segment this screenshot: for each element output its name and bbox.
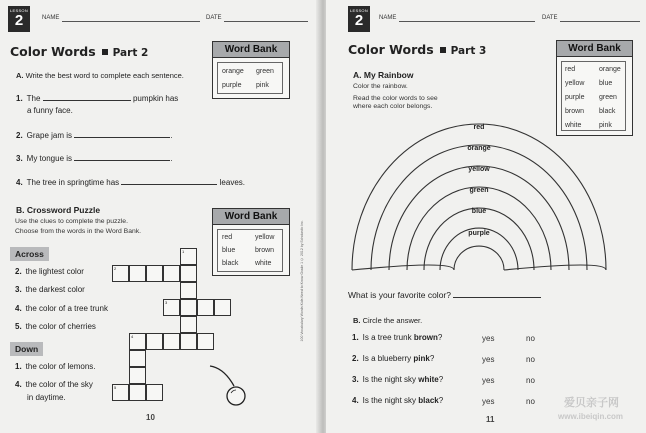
word-bank-word: brown	[255, 247, 275, 254]
down-clue-cont: in daytime.	[27, 393, 66, 402]
word-bank-word: green	[599, 94, 617, 101]
clue-text: the darkest color	[25, 285, 85, 294]
crossword-cell[interactable]	[129, 265, 146, 282]
answer-blank[interactable]	[74, 130, 173, 140]
no-option[interactable]: no	[526, 397, 535, 406]
word-bank-word: blue	[599, 80, 613, 87]
cherry-icon	[204, 360, 254, 410]
rainbow-label: blue	[471, 208, 487, 215]
section-a-line3: where each color belongs.	[353, 103, 433, 110]
section-a-heading	[353, 70, 413, 80]
word-bank-word: blue	[222, 247, 236, 254]
no-option[interactable]: no	[526, 355, 535, 364]
across-clue	[15, 322, 96, 331]
lesson-badge	[348, 6, 370, 32]
cell-number: 2	[114, 266, 117, 271]
question-mark: ?	[429, 354, 435, 363]
word-bank-word: orange	[599, 66, 621, 73]
crossword-cell[interactable]	[129, 367, 146, 384]
crossword-cell[interactable]	[180, 248, 197, 265]
title-text: Color Words	[10, 44, 96, 59]
item-number: 2.	[352, 354, 359, 363]
question-text: Is a tree trunk	[362, 333, 412, 342]
yes-option[interactable]: yes	[482, 397, 495, 406]
color-word: pink	[413, 354, 430, 363]
color-word: brown	[413, 333, 438, 342]
item-number: 1.	[352, 333, 359, 342]
name-field[interactable]	[399, 21, 535, 22]
section-title: My Rainbow	[363, 70, 414, 80]
section-b-heading	[16, 205, 100, 215]
name-label: NAME	[379, 15, 397, 21]
sentence-1	[16, 93, 178, 103]
word-bank-word: brown	[565, 108, 585, 115]
sentence-text: The	[26, 94, 41, 103]
section-text: Circle the answer.	[362, 316, 423, 325]
question-2	[352, 354, 434, 363]
crossword-cell[interactable]	[180, 299, 197, 316]
rainbow-base	[352, 265, 454, 270]
word-bank-word: purple	[565, 94, 585, 101]
down-label: Down	[10, 342, 43, 356]
yes-option[interactable]: yes	[482, 355, 495, 364]
item-number: 1.	[16, 94, 23, 103]
word-bank-inner	[217, 62, 283, 94]
item-number: 4.	[15, 380, 22, 389]
page-number: 10	[146, 413, 155, 422]
section-a-line2: Read the color words to see	[353, 95, 438, 102]
word-bank-word: orange	[222, 68, 244, 75]
crossword-cell[interactable]	[129, 350, 146, 367]
crossword-cell[interactable]	[129, 333, 146, 350]
question-text: What is your favorite color?	[348, 290, 451, 300]
square-bullet-icon	[440, 47, 446, 53]
section-title: Crossword Puzzle	[26, 205, 101, 215]
crossword-cell[interactable]	[163, 333, 180, 350]
question-4	[352, 396, 443, 405]
crossword-cell[interactable]	[214, 299, 231, 316]
crossword-cell[interactable]	[197, 333, 214, 350]
item-number: 4.	[16, 178, 23, 187]
sentence-1-cont: a funny face.	[27, 106, 73, 115]
rainbow-arc	[389, 166, 569, 270]
color-word: white	[418, 375, 439, 384]
question-mark: ?	[437, 333, 443, 342]
sentence-text: .	[170, 154, 173, 163]
question-text: Is the night sky	[362, 396, 417, 405]
date-label: DATE	[206, 15, 222, 21]
crossword-cell[interactable]	[146, 333, 163, 350]
clue-text: the color of the sky	[25, 380, 93, 389]
square-bullet-icon	[102, 49, 108, 55]
item-number: 3.	[15, 285, 22, 294]
date-field[interactable]	[224, 21, 308, 22]
word-bank-word: green	[256, 68, 274, 75]
lesson-number: 2	[354, 12, 364, 29]
section-letter: B.	[16, 205, 25, 215]
color-word: black	[418, 396, 439, 405]
word-bank-word: red	[565, 66, 576, 73]
rainbow-label: purple	[468, 230, 490, 237]
favorite-color-question	[348, 290, 541, 300]
section-letter: A.	[353, 70, 362, 80]
sentence-text: .	[170, 131, 173, 140]
clue-text: the color of a tree trunk	[25, 304, 108, 313]
sentence-2	[16, 130, 173, 140]
word-bank-word: black	[599, 108, 616, 115]
rainbow-arc	[454, 246, 504, 270]
word-bank-word: yellow	[565, 80, 585, 87]
cell-number: 1	[182, 249, 185, 254]
page-title	[10, 44, 148, 59]
rainbow-base	[504, 265, 606, 270]
across-label: Across	[10, 247, 49, 261]
answer-blank[interactable]	[121, 177, 217, 185]
crossword-cell[interactable]	[180, 316, 197, 333]
watermark: 爱贝亲子网	[564, 397, 619, 409]
title-text: Color Words	[348, 42, 434, 57]
page-number: 11	[486, 415, 495, 424]
crossword-cell[interactable]	[146, 384, 163, 401]
section-a-instruction	[16, 71, 184, 80]
sentence-text: Grape jam is	[26, 131, 73, 140]
answer-blank[interactable]	[453, 290, 541, 298]
down-clue	[15, 362, 95, 371]
crossword-cell[interactable]	[180, 333, 197, 350]
crossword-cell[interactable]	[180, 282, 197, 299]
question-3	[352, 375, 443, 384]
crossword-cell[interactable]	[112, 265, 129, 282]
name-field[interactable]	[62, 21, 200, 22]
crossword-cell[interactable]	[163, 299, 180, 316]
no-option[interactable]: no	[526, 334, 535, 343]
copyright-note: 100 Vocabulary Words Kids Need to Know Grade 1 © 2012 by Scholastic Inc.	[300, 220, 304, 342]
section-b-line1: Use the clues to complete the puzzle.	[15, 218, 128, 225]
word-bank-title: Word Bank	[213, 209, 289, 225]
item-number: 4.	[15, 304, 22, 313]
lesson-word: LESSON	[9, 8, 29, 13]
answer-blank[interactable]	[43, 93, 131, 101]
crossword-cell[interactable]	[112, 384, 129, 401]
word-bank-title: Word Bank	[557, 41, 632, 57]
clue-text: the lightest color	[25, 267, 84, 276]
yes-option[interactable]: yes	[482, 376, 495, 385]
question-mark: ?	[438, 375, 444, 384]
word-bank-word: yellow	[255, 234, 275, 241]
item-number: 2.	[16, 131, 23, 140]
word-bank-word: pink	[256, 82, 269, 89]
across-clue	[15, 267, 84, 276]
item-number: 3.	[352, 375, 359, 384]
cell-number: 3	[165, 300, 168, 305]
date-label: DATE	[542, 15, 558, 21]
item-number: 3.	[16, 154, 23, 163]
right-page	[326, 0, 646, 433]
across-clue	[15, 285, 85, 294]
date-field[interactable]	[560, 21, 640, 22]
part-label: Part 3	[450, 45, 487, 57]
cell-number: 5	[114, 385, 117, 390]
item-number: 4.	[352, 396, 359, 405]
item-number: 2.	[15, 267, 22, 276]
section-b-instruction	[353, 316, 422, 325]
down-clue	[15, 380, 93, 389]
rainbow-label: green	[469, 187, 489, 194]
rainbow-label: yellow	[468, 166, 490, 173]
sentence-text: My tongue is	[26, 154, 73, 163]
word-bank-word: white	[565, 122, 582, 129]
word-bank-word: pink	[599, 122, 612, 129]
section-a-line1: Color the rainbow.	[353, 83, 408, 90]
clue-text: the color of lemons.	[25, 362, 96, 371]
sentence-text: pumpkin has	[132, 94, 179, 103]
section-letter: B.	[353, 316, 361, 325]
item-number: 5.	[15, 322, 22, 331]
rainbow-label: orange	[467, 145, 491, 152]
question-text: Is the night sky	[362, 375, 417, 384]
part-label: Part 2	[112, 47, 149, 59]
word-bank-1	[212, 41, 290, 99]
section-text: Write the best word to complete each sentence.	[25, 71, 184, 80]
word-bank-word: black	[222, 260, 239, 267]
question-mark: ?	[438, 396, 444, 405]
crossword-cell[interactable]	[180, 265, 197, 282]
crossword-cell[interactable]	[146, 265, 163, 282]
word-bank-title: Word Bank	[213, 42, 289, 58]
word-bank-word: purple	[222, 82, 242, 89]
rainbow-label: red	[473, 124, 485, 131]
watermark-url: www.ibeiqin.com	[558, 412, 624, 421]
rainbow-diagram	[344, 110, 630, 274]
section-letter: A.	[16, 71, 24, 80]
question-text: Is a blueberry	[362, 354, 412, 363]
page-title	[348, 42, 486, 57]
crossword-cell[interactable]	[129, 384, 146, 401]
left-page	[0, 0, 322, 433]
cell-number: 4	[131, 334, 134, 339]
clue-text: the color of cherries	[25, 322, 96, 331]
lesson-badge	[8, 6, 30, 32]
sentence-4	[16, 177, 245, 187]
lesson-word: LESSON	[349, 8, 369, 13]
word-bank-word: white	[255, 260, 272, 267]
item-number: 1.	[15, 362, 22, 371]
sentence-3	[16, 153, 173, 163]
question-1	[352, 333, 442, 342]
crossword-cell[interactable]	[163, 265, 180, 282]
section-b-line2: Choose from the words in the Word Bank.	[15, 228, 142, 235]
word-bank-word: red	[222, 234, 233, 241]
sentence-text: The tree in springtime has	[26, 178, 120, 187]
sentence-text: leaves.	[219, 178, 245, 187]
no-option[interactable]: no	[526, 376, 535, 385]
answer-blank[interactable]	[74, 153, 173, 163]
across-clue	[15, 304, 108, 313]
name-label: NAME	[42, 15, 60, 21]
yes-option[interactable]: yes	[482, 334, 495, 343]
lesson-number: 2	[14, 12, 24, 29]
crossword-cell[interactable]	[197, 299, 214, 316]
word-bank-2	[212, 208, 290, 276]
